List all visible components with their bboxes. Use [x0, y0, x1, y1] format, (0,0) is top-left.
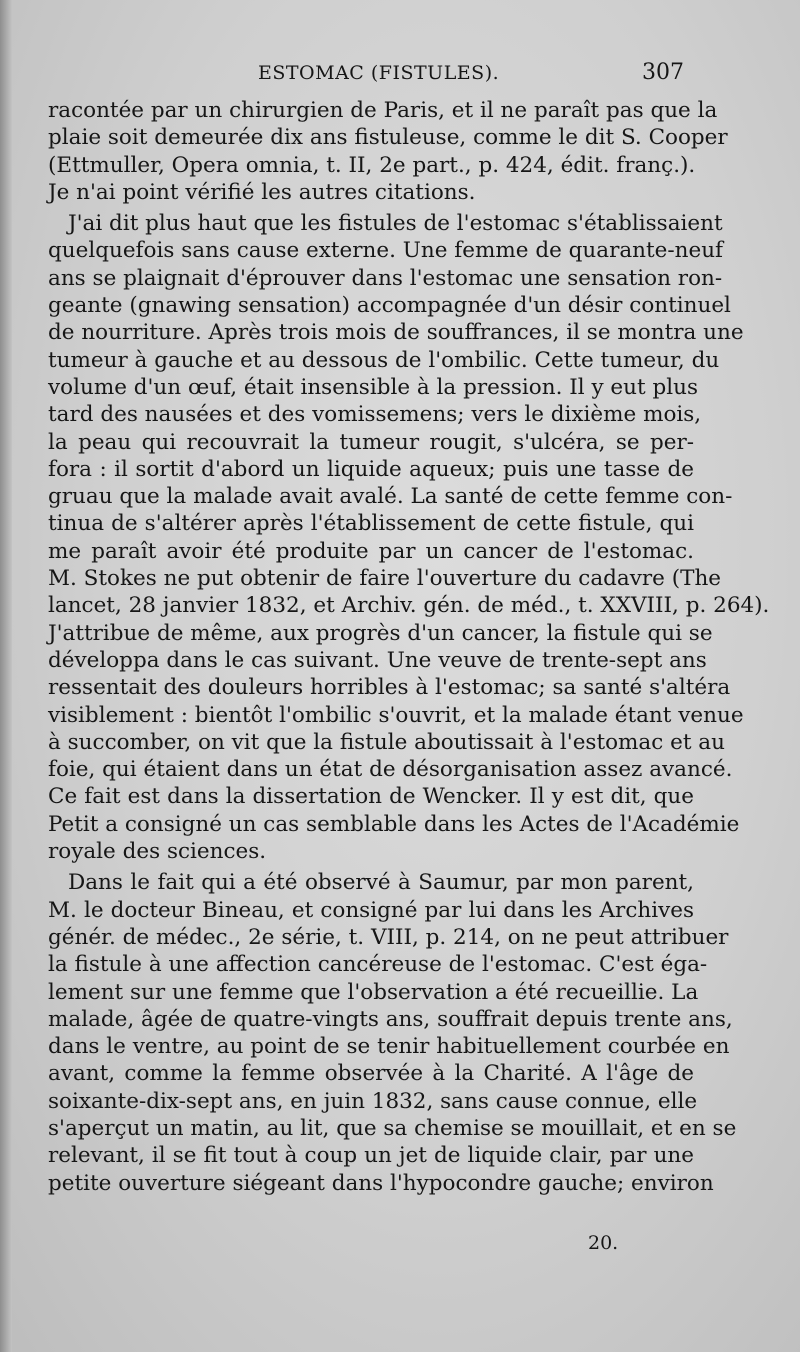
text-line: tinua de s'altérer après l'établissement de cette fistule, qui [48, 511, 694, 537]
paragraph-1 [48, 97, 728, 206]
text-line: Dans le fait qui a été observé à Saumur, par mon parent, [68, 870, 694, 896]
text-line: la peau qui recouvrait la tumeur rougit, s'ulcéra, se per- [48, 429, 694, 455]
text-line: génér. de médec., 2e série, t. VIII, p. 214, on ne peut attribuer [48, 924, 729, 950]
page-number: 307 [642, 60, 684, 85]
text-line: me paraît avoir été produite par un cancer de l'estomac. [48, 538, 694, 564]
text-line: racontée par un chirurgien de Paris, et il ne paraît pas que la [48, 98, 718, 123]
text-line: fora : il sortit d'abord un liquide aqueux; puis une tasse de [48, 456, 694, 482]
text-line: royale des sciences. [48, 839, 267, 865]
text-line: développa dans le cas suivant. Une veuve de trente-sept ans [48, 647, 707, 673]
text-line: lancet, 28 janvier 1832, et Archiv. gén. de méd., t. XXVIII, p. 264). [48, 593, 770, 619]
text-line: lement sur une femme que l'observation a été recueillie. La [48, 979, 699, 1005]
text-line: ressentait des douleurs horribles à l'estomac; sa santé s'altéra [48, 675, 731, 701]
text-line: Petit a consigné un cas semblable dans les Actes de l'Académie [48, 811, 740, 837]
paragraph-2 [48, 210, 770, 865]
text-line: (Ettmuller, Opera omnia, t. II, 2e part., p. 424, édit. franç.). [48, 152, 696, 178]
page-binding-edge [0, 0, 12, 1352]
text-line: tumeur à gauche et au dessous de l'ombilic. Cette tumeur, du [48, 347, 720, 373]
text-line: tard des nausées et des vomissemens; vers le dixième mois, [48, 402, 702, 428]
text-line: M. Stokes ne put obtenir de faire l'ouverture du cadavre (The [48, 566, 722, 592]
text-line: avant, comme la femme observée à la Charité. A l'âge de [48, 1061, 694, 1087]
text-line: soixante-dix-sept ans, en juin 1832, sans cause connue, elle [48, 1088, 698, 1114]
text-line: volume d'un œuf, était insensible à la pression. Il y eut plus [48, 374, 698, 400]
text-line: quelquefois sans cause externe. Une femme de quarante-neuf [48, 238, 724, 264]
text-line: la fistule à une affection cancéreuse de l'estomac. C'est éga- [48, 952, 708, 978]
text-line: Je n'ai point vérifié les autres citations. [48, 179, 476, 205]
text-line: gruau que la malade avait avalé. La santé de cette femme con- [48, 484, 733, 510]
text-line: foie, qui étaient dans un état de désorganisation assez avancé. [48, 757, 733, 783]
signature-mark: 20. [588, 1232, 619, 1254]
text-line: dans le ventre, au point de se tenir habituellement courbée en [48, 1034, 730, 1060]
text-line: ans se plaignait d'éprouver dans l'estomac une sensation ron- [48, 265, 723, 291]
paragraph-3 [48, 869, 737, 1197]
text-line: de nourriture. Après trois mois de souffrances, il se montra une [48, 320, 744, 346]
text-line: relevant, il se fit tout à coup un jet de liquide clair, par une [48, 1143, 694, 1169]
running-head: ESTOMAC (FISTULES). [258, 62, 500, 84]
text-line: visiblement : bientôt l'ombilic s'ouvrit, et la malade étant venue [48, 702, 744, 728]
text-line: M. le docteur Bineau, et consigné par lui dans les Archives [48, 897, 694, 923]
text-line: geante (gnawing sensation) accompagnée d'un désir continuel [48, 293, 731, 319]
text-line: J'attribue de même, aux progrès d'un cancer, la fistule qui se [48, 620, 713, 646]
text-line: malade, âgée de quatre-vingts ans, souffrait depuis trente ans, [48, 1006, 733, 1032]
text-line: à succomber, on vit que la fistule aboutissait à l'estomac et au [48, 729, 725, 755]
body-text [48, 97, 770, 1197]
text-line: petite ouverture siégeant dans l'hypocondre gauche; environ [48, 1170, 714, 1196]
text-line: plaie soit demeurée dix ans fistuleuse, comme le dit S. Cooper [48, 125, 728, 151]
text-line: s'aperçut un matin, au lit, que sa chemise se mouillait, et en se [48, 1115, 737, 1141]
text-line: Ce fait est dans la dissertation de Wencker. Il y est dit, que [48, 784, 694, 810]
page-header [48, 62, 684, 92]
text-line: J'ai dit plus haut que les fistules de l'estomac s'établissaient [68, 211, 723, 237]
